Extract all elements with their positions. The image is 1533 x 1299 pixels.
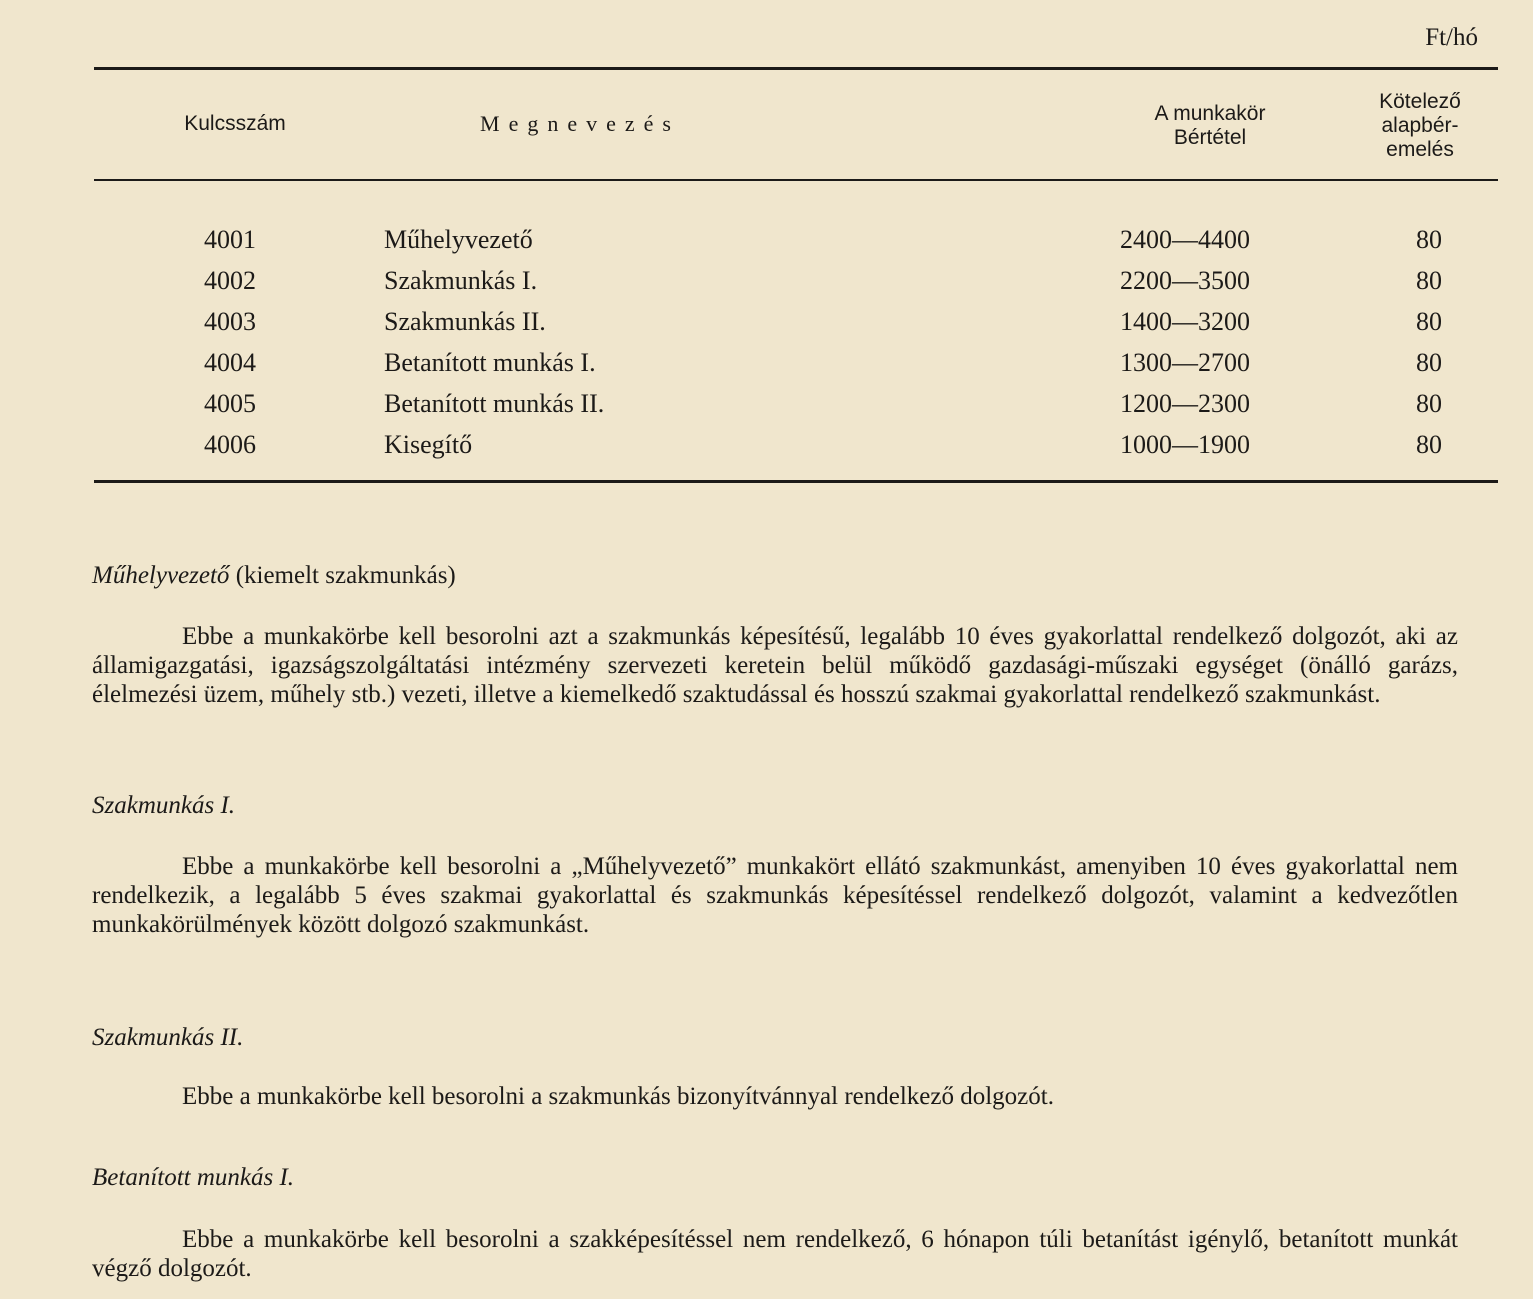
row-code: 4004 — [204, 348, 256, 377]
row-name: Kisegítő — [384, 430, 473, 459]
section-paragraph: Ebbe a munkakörbe kell besorolni a szakmunkás bizonyítvánnyal rendelkező dolgozót. — [182, 1083, 1054, 1110]
section-title-szakmunkas-2: Szakmunkás II. — [92, 1024, 244, 1051]
section-title-muhelyvezeto — [92, 562, 456, 590]
row-raise: 80 — [1416, 266, 1442, 295]
row-code: 4006 — [204, 430, 256, 459]
section-paragraph: Ebbe a munkakörbe kell besorolni azt a szakmunkás képesítésű, legalább 10 éves gyakorlattal rendelkező dolgozót, aki az államigazgatási, igazságszolgáltatási intézmény szervezeti keretein belül működő gazdasági-műszaki egységet (önálló garázs, élelmezési üzem, műhely stb.) vezeti, illetve a kiemelkedő szaktudással és hosszú szakmai gyakorlattal rendelkező szakmunkást. — [92, 623, 1458, 708]
header-raise-line2: alapbér- — [1381, 114, 1459, 137]
section-paragraph: Ebbe a munkakörbe kell besorolni a szakképesítéssel nem rendelkező, 6 hónapon túli betanítást igénylő, betanított munkát végző dolgozót. — [92, 1226, 1458, 1282]
row-name: Szakmunkás II. — [384, 307, 546, 336]
header-code: Kulcsszám — [184, 112, 286, 135]
header-wage — [1110, 102, 1310, 150]
row-raise: 80 — [1416, 430, 1442, 459]
row-raise: 80 — [1416, 307, 1442, 336]
row-wage: 2400—4400 — [1120, 225, 1250, 254]
header-raise-line3: emelés — [1386, 138, 1454, 161]
row-raise: 80 — [1416, 225, 1442, 254]
header-wage-line2: Bértétel — [1173, 126, 1247, 149]
header-name: Megnevezés — [480, 111, 680, 136]
row-code: 4005 — [204, 389, 256, 418]
row-wage: 1000—1900 — [1120, 430, 1250, 459]
row-name: Műhelyvezető — [384, 225, 533, 254]
header-raise-line1: Kötelező — [1379, 90, 1461, 113]
table-top-rule — [94, 67, 1498, 70]
table-row — [94, 307, 1498, 348]
table-row — [94, 225, 1498, 266]
row-code: 4002 — [204, 266, 256, 295]
row-wage: 1200—2300 — [1120, 389, 1250, 418]
section-title-text: Műhelyvezető — [92, 562, 230, 589]
row-wage: 1300—2700 — [1120, 348, 1250, 377]
table-row — [94, 389, 1498, 430]
row-name: Betanított munkás I. — [384, 348, 596, 377]
table-row — [94, 266, 1498, 307]
row-code: 4001 — [204, 225, 256, 254]
table-row — [94, 430, 1498, 471]
header-raise — [1355, 90, 1485, 162]
section-paragraph: Ebbe a munkakörbe kell besorolni a „Műhelyvezető” munkakört ellátó szakmunkást, amenyiben 10 éves gyakorlattal nem rendelkezik, a legalább 5 éves szakmai gyakorlattal és szakmunkás képesítéssel rendelkező dolgozót, valamint a kedvezőtlen munkakörülmények között dolgozó szakmunkást. — [92, 853, 1458, 938]
row-wage: 2200—3500 — [1120, 266, 1250, 295]
row-name: Betanított munkás II. — [384, 389, 605, 418]
row-name: Szakmunkás I. — [384, 266, 538, 295]
section-title-szakmunkas-1: Szakmunkás I. — [92, 792, 236, 819]
section-title-betanitott-1: Betanított munkás I. — [92, 1164, 295, 1191]
section-title-suffix: (kiemelt szakmunkás) — [229, 562, 456, 589]
table-bottom-rule — [94, 480, 1498, 483]
table-header-rule — [94, 179, 1498, 181]
row-code: 4003 — [204, 307, 256, 336]
header-wage-line1: A munkakör — [1154, 102, 1266, 125]
table-row — [94, 348, 1498, 389]
row-raise: 80 — [1416, 389, 1442, 418]
row-wage: 1400—3200 — [1120, 307, 1250, 336]
currency-unit-label: Ft/hó — [1425, 24, 1478, 51]
row-raise: 80 — [1416, 348, 1442, 377]
